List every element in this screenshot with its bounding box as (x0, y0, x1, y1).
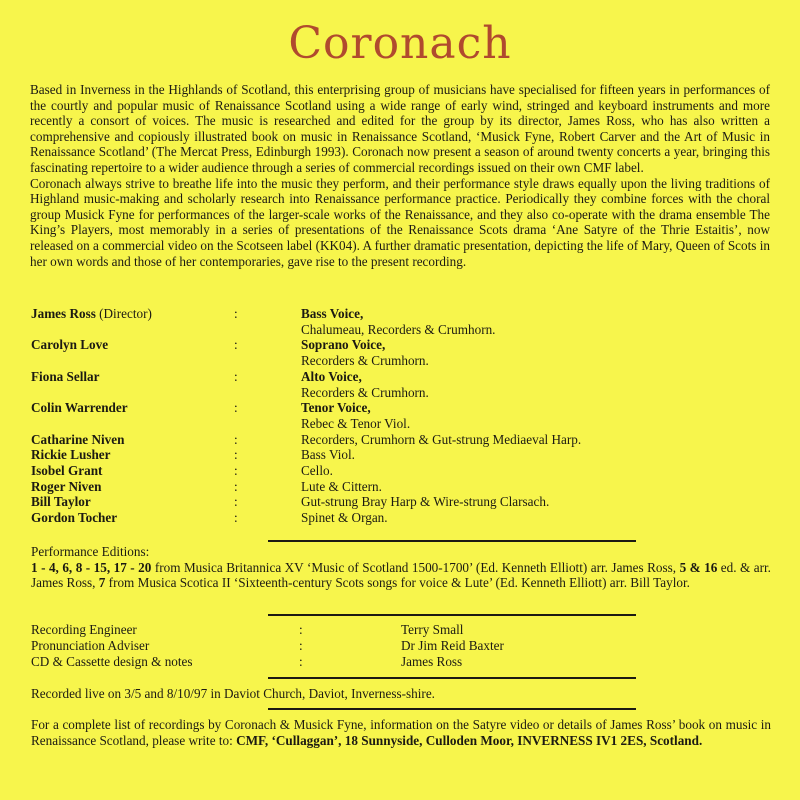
credit-name: James Ross (401, 653, 463, 669)
credit-row (31, 638, 771, 654)
musician-row (31, 369, 771, 400)
separator-colon: : (234, 510, 238, 526)
musician-name: Isobel Grant (31, 463, 103, 479)
musician-list (31, 306, 771, 526)
credit-name: Terry Small (401, 622, 464, 637)
separator-colon: : (299, 622, 303, 637)
musician-instruments: Lute & Cittern. (301, 478, 382, 494)
separator-colon: : (234, 306, 238, 321)
musician-row (31, 447, 771, 463)
musician-instruments: Gut-strung Bray Harp & Wire-strung Clarsach. (301, 494, 550, 510)
contact-address: CMF, ‘Cullaggan’, 18 Sunnyside, Culloden Moor, INVERNESS IV1 2ES, Scotland. (236, 732, 703, 748)
musician-row (31, 463, 771, 479)
contact-info: For a complete list of recordings by Coronach & Musick Fyne, information on the Satyre video or details of James Ross’ book on music in Renaissance Scotland, please write to: CMF, ‘Cullaggan’, 18 Sunnyside, Culloden Moor, INVERNESS IV1 2ES, Scotland. (31, 717, 771, 748)
musician-instruments: Recorders & Crumhorn. (301, 353, 429, 369)
credit-role: Recording Engineer (31, 622, 137, 637)
musician-name: Catharine Niven (31, 431, 125, 447)
musician-name: Rickie Lusher (31, 447, 111, 463)
musician-role: (Director) (99, 306, 152, 321)
musician-instruments: Spinet & Organ. (301, 510, 388, 526)
separator-colon: : (234, 368, 238, 384)
credit-role: CD & Cassette design & notes (31, 653, 193, 669)
musician-row (31, 494, 771, 510)
musician-name: Bill Taylor (31, 494, 91, 510)
musician-instruments: Cello. (301, 463, 333, 479)
musician-row (31, 337, 771, 368)
divider-rule (268, 540, 636, 542)
divider-rule (268, 708, 636, 710)
separator-colon: : (234, 431, 238, 447)
separator-colon: : (234, 478, 238, 494)
musician-row (31, 510, 771, 526)
credit-row (31, 622, 771, 638)
musician-voice: Alto Voice, (301, 368, 362, 384)
musician-row (31, 306, 771, 337)
intro-paragraph-1: Based in Inverness in the Highlands of Scotland, this enterprising group of musicians have specialised for fifteen years in performances of the courtly and popular music of Renaissance Scotland using a wide range of early wind, stringed and keyboard instruments and more recently a consort of voices. The music is researched and edited for the group by its director, James Ross, who has also written a comprehensive and copiously illustrated book on music in Renaissance Scotland, ‘Musick Fyne, Robert Carver and the Art of Music in Renaissance Scotland’ (The Mercat Press, Edinburgh 1993). Coronach now present a season of around twenty concerts a year, bringing this fascinating repertoire to a wider audience through a series of commercial recordings issued on their own CMF label. (30, 82, 770, 175)
musician-instruments: Chalumeau, Recorders & Crumhorn. (301, 321, 496, 337)
page-title: Coronach (288, 18, 512, 69)
musician-instruments: Recorders, Crumhorn & Gut-strung Mediaeval Harp. (301, 431, 582, 447)
production-credits (31, 622, 771, 669)
musician-voice: Bass Voice, (301, 306, 364, 321)
musician-voice: Soprano Voice, (301, 337, 386, 353)
musician-instruments: Recorders & Crumhorn. (301, 384, 429, 400)
editions-heading: Performance Editions: (31, 544, 150, 559)
musician-row (31, 479, 771, 495)
musician-instruments: Bass Viol. (301, 447, 355, 463)
musician-voice: Tenor Voice, (301, 400, 371, 416)
divider-rule (268, 614, 636, 616)
editions-text: 1 - 4, 6, 8 - 15, 17 - 20 from Musica Britannica XV ‘Music of Scotland 1500-1700’ (Ed. Kenneth Elliott) arr. James Ross, 5 & 16 ed. & arr. James Ross, 7 from Musica Scotica II ‘Sixteenth-century Scots songs for voice & Lute’ (Ed. Kenneth Elliott) arr. Bill Taylor. (31, 559, 771, 591)
musician-row (31, 432, 771, 448)
separator-colon: : (234, 337, 238, 353)
musician-name: Gordon Tocher (31, 510, 118, 526)
intro-paragraph-2: Coronach always strive to breathe life into the music they perform, and their performance style draws equally upon the living traditions of Highland music-making and scholarly research into Renaissance performance practice. Periodically they combine forces with the choral group Musick Fyne for performances of the larger-scale works of the Renaissance, and they also co-operate with the drama ensemble The King’s Players, most memorably in a series of presentations of the Renaissance Scots drama ‘Ane Satyre of the Thrie Estaitis’, now released on a commercial video on the Scotseen label (KK04). A further dramatic presentation, depicting the life of Mary, Queen of Scots in her own words and those of her contemporaries, gave rise to the present recording. (30, 175, 770, 269)
musician-name: James Ross (31, 306, 96, 321)
edition-tracks: 1 - 4, 6, 8 - 15, 17 - 20 (31, 559, 152, 575)
credit-role: Pronunciation Adviser (31, 637, 150, 653)
musician-instruments: Rebec & Tenor Viol. (301, 415, 411, 431)
separator-colon: : (234, 400, 238, 416)
intro-text (30, 82, 770, 269)
recording-info: Recorded live on 3/5 and 8/10/97 in Daviot Church, Daviot, Inverness-shire. (31, 686, 435, 701)
musician-name: Roger Niven (31, 478, 102, 494)
edition-tracks: 7 (98, 575, 106, 591)
separator-colon: : (234, 494, 238, 510)
separator-colon: : (299, 653, 303, 669)
performance-editions (31, 544, 771, 591)
musician-name: Fiona Sellar (31, 368, 100, 384)
separator-colon: : (299, 637, 303, 653)
divider-rule (268, 677, 636, 679)
separator-colon: : (234, 447, 238, 463)
separator-colon: : (234, 463, 238, 479)
musician-name: Colin Warrender (31, 400, 128, 416)
credit-row (31, 654, 771, 670)
musician-name: Carolyn Love (31, 337, 109, 353)
musician-row (31, 400, 771, 431)
credit-name: Dr Jim Reid Baxter (401, 637, 504, 653)
edition-tracks: 5 & 16 (679, 559, 718, 575)
